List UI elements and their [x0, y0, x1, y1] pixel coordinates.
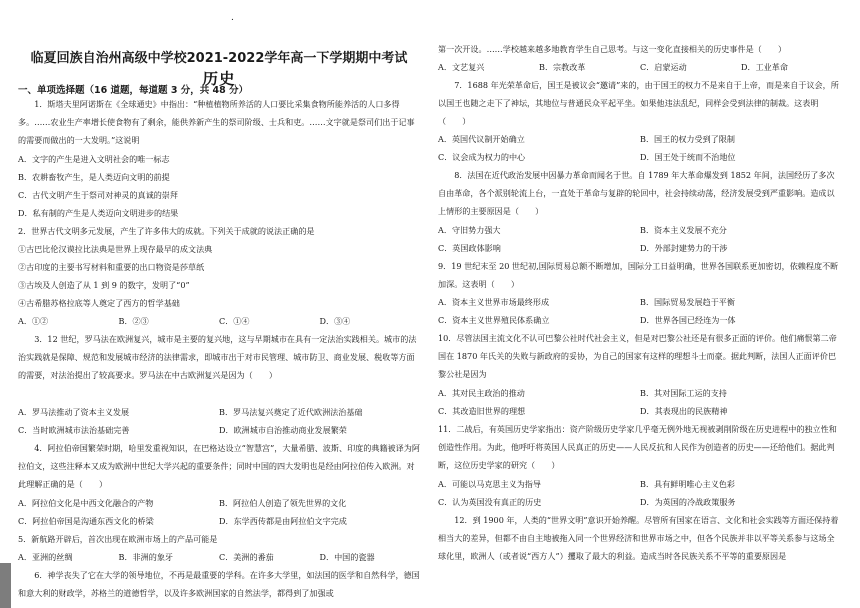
q7-option-c: C．议会成为权力的中心: [438, 152, 526, 162]
q8-option-c: C．英国政体影响: [438, 243, 501, 253]
q1-option-b: B．农耕畜牧产生，是人类迈向文明的前提: [18, 172, 170, 182]
q6-option-c: C．启蒙运动: [640, 62, 687, 72]
q4-option-a: A．阿拉伯文化是中西文化融合的产物: [18, 498, 154, 508]
q1-option-d: D．私有制的产生是人类迈向文明进步的结果: [18, 208, 179, 218]
q2-option-a: A．①②: [18, 316, 49, 326]
q8-option-b: B．资本主义发展不充分: [640, 225, 727, 235]
q5-options: [18, 548, 420, 566]
q11-option-c: C．认为英国没有真正的历史: [438, 497, 542, 507]
q9-option-c: C．资本主义世界殖民体系确立: [438, 315, 550, 325]
q10-option-b: B．其对国际工运的支持: [640, 388, 727, 398]
q2-option-c: C．①④: [219, 316, 250, 326]
q3-option-c: C．当时欧洲城市法治基础完善: [18, 425, 130, 435]
q11-option-b: B．具有鲜明唯心主义色彩: [640, 479, 735, 489]
q4-option-d: D．东学西传都是由阿拉伯文字完成: [219, 516, 347, 526]
q10-option-a: A．其对民主政治的推动: [438, 388, 525, 398]
header-dot: .: [231, 13, 234, 23]
q9-options-row2: [438, 311, 842, 329]
q3-option-b: B．罗马法复兴奠定了近代欧洲法治基础: [219, 407, 363, 417]
question-11: 11．二战后，有英国历史学家指出：资产阶级历史学家几乎毫无例外地无视被剥削阶级在历史进程中的独立性和创造性作用。为此，他呼吁将英国人民真正的历史——人民反抗和人民作为创造者的历史——还给他们。据此判断，这位历史学家的研究（ ）: [438, 424, 837, 471]
q6-option-b: B．宗教改革: [539, 62, 586, 72]
q2-statement-1: ①古巴比伦汉谟拉比法典是世界上现存最早的成文法典: [18, 244, 213, 254]
q11-option-d: D．为英国的冷战政策服务: [640, 497, 736, 507]
question-5: 5．新航路开辟后，首次出现在欧洲市场上的产品可能是: [18, 534, 218, 544]
exam-subject: 历史: [202, 70, 236, 88]
q8-option-d: D．外部封建势力的干涉: [640, 243, 728, 253]
q6-option-d: D．工业革命: [741, 62, 788, 72]
q2-statement-3: ③古埃及人创造了从 1 到 9 的数字，发明了“0”: [18, 280, 190, 290]
q9-option-d: D．世界各国已经连为一体: [640, 315, 736, 325]
q9-options-row1: [438, 293, 842, 311]
q2-option-d: D．③④: [319, 316, 351, 326]
q7-option-d: D．国王处于统而不治地位: [640, 152, 736, 162]
question-10: 10．尽管法国主流文化不认可巴黎公社时代社会主义，但是对巴黎公社还是有很多正面的评价。他们痛恨第二帝国在 1870 年氏关的失败与新政府的妥协，为自己的国家有这样的理想斗士而豪。据此判断，法国人正面评价巴黎公社是因为: [438, 333, 837, 380]
section-heading: 一、单项选择题（16 道题，每道题 3 分，共 48 分）: [18, 85, 249, 96]
q8-options-row1: [438, 221, 842, 239]
q9-option-b: B．国际贸易发展趋于平衡: [640, 297, 735, 307]
q3-options-row1: [18, 403, 420, 421]
question-7: 7．1688 年光荣革命后，国王是被议会“邀请”来的，由于国王的权力不是来自于上帝，而是来自于议会，所以国王也随之走下了神坛，其地位与普通民众平起平坐。如果他违法乱纪，同样会受到法律的制裁。这表明（ ）: [438, 80, 839, 127]
q5-option-d: D．中国的瓷器: [319, 552, 375, 562]
q2-option-b: B．②③: [118, 316, 149, 326]
question-4: 4．阿拉伯帝国繁荣时期，哈里发重视知识，在巴格达设立“智慧宫”，大量希腊、波斯、印度的典籍被译为阿拉伯文，这些注释本又成为欧洲中世纪大学兴起的重要条件；同时中国的四大发明也是经由阿拉伯传入欧洲。对此理解正确的是（ ）: [18, 443, 420, 490]
q3-option-a: A．罗马法推动了资本主义发展: [18, 407, 130, 417]
q10-option-d: D．其表现出的民族精神: [640, 406, 728, 416]
binding-margin-bar: [0, 563, 11, 608]
q2-statement-4: ④古希腊苏格拉底等人奠定了西方的哲学基础: [18, 298, 180, 308]
question-1: 1．斯塔夫里阿诺斯在《全球通史》中指出：“种植植物所养活的人口要比采集食物所能养活的人口多得多。……农业生产率增长使食物有了剩余，能供养新产生的祭司阶级、士兵和吏。……文字就是祭司们出于记事的需要而做出的一大发明。”这说明: [18, 99, 415, 146]
q2-statement-2: ②古印度的主要书写材料和重要的出口物资是莎草纸: [18, 262, 205, 272]
question-8: 8．法国在近代政治发展中因暴力革命而闻名于世。自 1789 年大革命爆发到 1852 年间，法国经历了多次自由革命，各个派别轮流上台，一直处于革命与复辟的轮回中，社会持续动荡，经济发展受到严重影响。造成以上情形的主要原因是（ ）: [438, 170, 835, 217]
q7-options-row1: [438, 130, 842, 148]
question-6: 6．神学丧失了它在大学的领导地位，不再是最重要的学科。在许多大学里，如法国的医学和自然科学，德国和意大利的财政学，苏格兰的道德哲学，以及许多欧洲国家的自然法学，都得到了加强或: [18, 570, 420, 599]
q6-options: [438, 58, 842, 76]
q6-option-a: A．文艺复兴: [438, 62, 485, 72]
q5-option-b: B．非洲的象牙: [118, 552, 174, 562]
q4-option-c: C．阿拉伯帝国是沟通东西文化的桥梁: [18, 516, 154, 526]
exam-title: 临夏回族自治州高级中学校2021-2022学年高一下学期期中考试: [30, 51, 408, 66]
question-2: 2．世界古代文明多元发展，产生了许多伟大的成就。下列关于成就的说法正确的是: [18, 226, 315, 236]
q7-option-a: A．英国代议制开始确立: [438, 134, 525, 144]
q10-options-row2: [438, 402, 842, 420]
q11-options-row2: [438, 493, 842, 511]
question-9: 9．19 世纪末至 20 世纪初,国际贸易总额不断增加，国际分工日益明确，世界各国联系更加密切，依赖程度不断加深。这表明（ ）: [438, 261, 839, 290]
q5-option-a: A．亚洲的丝绸: [18, 552, 73, 562]
q11-options-row1: [438, 475, 842, 493]
q11-option-a: A．可能以马克思主义为指导: [438, 479, 541, 489]
q1-option-a: A．文字的产生是进入文明社会的唯一标志: [18, 154, 170, 164]
q8-option-a: A．守旧势力强大: [438, 225, 501, 235]
q5-option-c: C．美洲的番茄: [219, 552, 274, 562]
q7-options-row2: [438, 148, 842, 166]
q8-options-row2: [438, 239, 842, 257]
question-3: 3．12 世纪，罗马法在欧洲复兴，城市是主要的复兴地，这与早期城市在具有一定法治实践相关。城市的法治实践就是保障、规范和发展城市经济的法律需求，即城市出于对市民管理、城市防卫、商业发展、税收等方面的需要，对法治提出了较高要求。罗马法在中古欧洲复兴是因为（ ）: [18, 334, 417, 381]
q10-options-row1: [438, 384, 842, 402]
q10-option-c: C．其改造旧世界的理想: [438, 406, 526, 416]
question-12: 12．到 1900 年，人类的“世界文明”意识开始养醒。尽管所有国家在语言、文化和社会实践等方面还保持着相当大的差异，但都不由自主地被拖入同一个世界经济和世界市场之中，但各个民族并非以平等关系参与这场全球化里，欧洲人（或者说“西方人”）攫取了最大的利益。造成当时各民族关系不平等的重要原因是: [438, 515, 839, 562]
question-6-continued: 第一次开设。……学校越来越多地教育学生自己思考。与这一变化直接相关的历史事件是（ ）: [438, 44, 787, 54]
q1-option-c: C．古代文明产生于祭司对神灵的真诚的崇拜: [18, 190, 178, 200]
q7-option-b: B．国王的权力受到了限制: [640, 134, 735, 144]
q3-option-d: D．欧洲城市自治推动商业发展繁荣: [219, 425, 347, 435]
q4-option-b: B．阿拉伯人创造了领先世界的文化: [219, 498, 347, 508]
q3-options-row2: [18, 421, 420, 439]
q4-options-row2: [18, 512, 420, 530]
q4-options-row1: [18, 494, 420, 512]
q9-option-a: A．资本主义世界市场最终形成: [438, 297, 550, 307]
q2-options: [18, 312, 420, 330]
